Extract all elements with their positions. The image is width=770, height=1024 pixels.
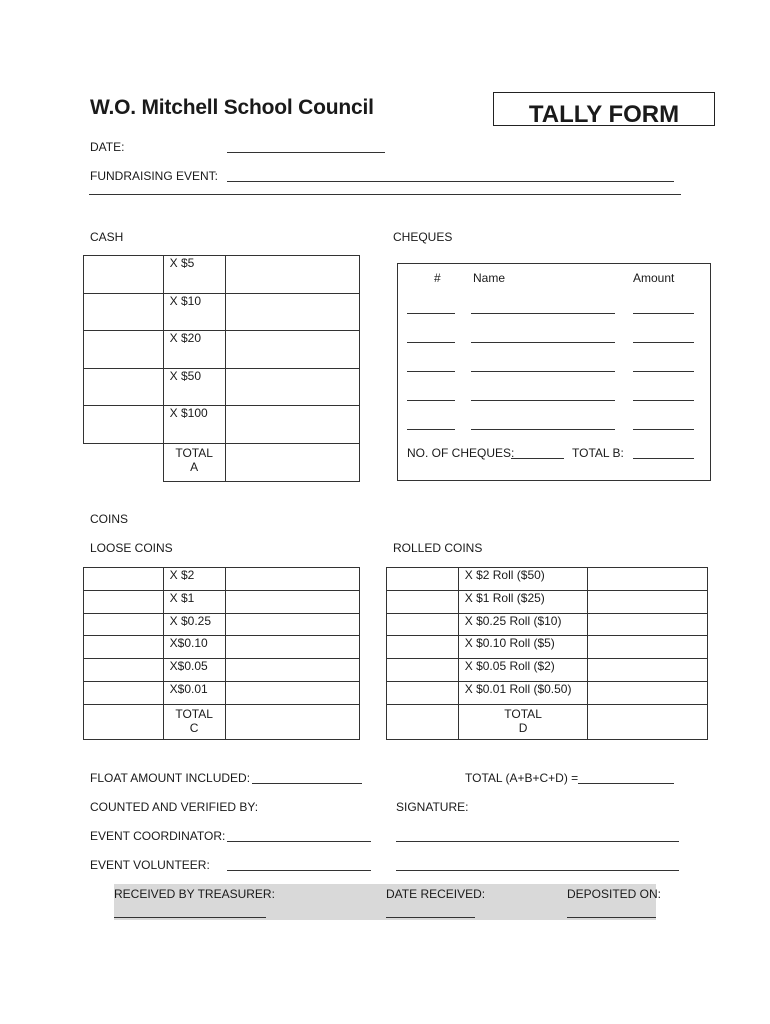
cash-count-cell[interactable] [84,406,164,444]
cheque-name-field[interactable] [471,400,615,401]
cheque-number-field[interactable] [407,371,455,372]
roll-amount-cell[interactable] [588,659,708,682]
empty-cell [84,444,164,482]
cheque-amount-field[interactable] [633,400,694,401]
roll-amount-cell[interactable] [588,636,708,659]
cash-amount-cell[interactable] [225,294,359,331]
coordinator-signature-field[interactable] [396,841,679,842]
form-title: TALLY FORM [528,101,680,126]
coin-count-cell[interactable] [84,591,164,614]
roll-amount-cell[interactable] [588,614,708,636]
cash-total-label: TOTAL A [163,444,225,482]
rolled-total-label: TOTAL D [458,705,588,740]
coin-count-cell[interactable] [84,659,164,682]
table-row [84,294,360,331]
table-row [84,444,360,482]
cheque-amount-header: Amount [633,271,675,285]
cheque-name-field[interactable] [471,313,615,314]
volunteer-signature-field[interactable] [396,870,679,871]
header-divider [89,194,681,195]
rolled-coins-heading: ROLLED COINS [393,541,483,555]
roll-count-cell[interactable] [387,614,459,636]
cheque-name-field[interactable] [471,371,615,372]
school-name: W.O. Mitchell School Council [90,96,374,119]
rolled-total-cell[interactable] [588,705,708,740]
event-label: FUNDRAISING EVENT: [90,169,219,183]
table-row [387,568,708,591]
roll-amount-cell[interactable] [588,682,708,705]
table-row [84,331,360,369]
cheque-amount-field[interactable] [633,429,694,430]
table-row [84,659,360,682]
cheque-amount-field[interactable] [633,313,694,314]
roll-denomination: X $0.10 Roll ($5) [458,636,588,659]
roll-amount-cell[interactable] [588,568,708,591]
coin-amount-cell[interactable] [225,682,359,705]
cheques-heading: CHEQUES [393,230,453,244]
coin-count-cell[interactable] [84,636,164,659]
table-row [387,614,708,636]
cheque-name-header: Name [473,271,506,285]
cash-amount-cell[interactable] [225,331,359,369]
roll-denomination: X $0.01 Roll ($0.50) [458,682,588,705]
roll-count-cell[interactable] [387,659,459,682]
table-row [84,705,360,740]
cash-heading: CASH [90,230,124,244]
cheque-number-header: # [434,271,441,285]
loose-total-label: TOTAL C [163,705,225,740]
deposited-label: DEPOSITED ON: [567,887,662,901]
table-row [387,636,708,659]
coins-heading: COINS [90,512,129,526]
cheque-number-field[interactable] [407,342,455,343]
roll-count-cell[interactable] [387,568,459,591]
coin-denomination: X$0.05 [163,659,225,682]
roll-count-cell[interactable] [387,591,459,614]
coin-denomination: X$0.10 [163,636,225,659]
table-row [84,591,360,614]
cash-count-cell[interactable] [84,369,164,406]
coin-count-cell[interactable] [84,568,164,591]
form-title-box [493,92,715,126]
table-row [84,406,360,444]
table-row [84,682,360,705]
date-label: DATE: [90,140,125,154]
cheque-number-field[interactable] [407,429,455,430]
grand-total-field[interactable] [578,783,674,784]
cash-count-cell[interactable] [84,294,164,331]
float-field[interactable] [252,783,362,784]
cash-count-cell[interactable] [84,256,164,294]
roll-count-cell[interactable] [387,636,459,659]
cheque-amount-field[interactable] [633,371,694,372]
cheque-total-field[interactable] [633,458,694,459]
roll-denomination: X $0.25 Roll ($10) [458,614,588,636]
coin-amount-cell[interactable] [225,568,359,591]
cash-denomination: X $20 [163,331,225,369]
cash-count-cell[interactable] [84,331,164,369]
loose-coins-table [83,567,360,740]
signature-label: SIGNATURE: [396,800,469,814]
coin-count-cell[interactable] [84,682,164,705]
roll-count-cell[interactable] [387,682,459,705]
roll-denomination: X $2 Roll ($50) [458,568,588,591]
table-row [84,636,360,659]
date-field[interactable] [227,152,385,153]
grand-total-label: TOTAL (A+B+C+D) = [465,771,579,785]
cash-amount-cell[interactable] [225,406,359,444]
treasurer-label: RECEIVED BY TREASURER: [114,887,275,901]
cash-denomination: X $10 [163,294,225,331]
table-row [84,614,360,636]
table-row [387,705,708,740]
cheque-number-field[interactable] [407,400,455,401]
loose-coins-heading: LOOSE COINS [90,541,173,555]
coin-count-cell[interactable] [84,705,164,740]
float-label: FLOAT AMOUNT INCLUDED: [90,771,251,785]
cash-denomination: X $5 [163,256,225,294]
coin-amount-cell[interactable] [225,636,359,659]
cash-denomination: X $100 [163,406,225,444]
table-row [387,682,708,705]
cash-amount-cell[interactable] [225,369,359,406]
cash-total-cell[interactable] [225,444,359,482]
date-received-field[interactable] [386,917,475,918]
cheque-number-field[interactable] [407,313,455,314]
cash-denomination: X $50 [163,369,225,406]
cheque-count-field[interactable] [511,458,564,459]
cheque-count-label: NO. OF CHEQUES: [407,446,515,460]
roll-count-cell[interactable] [387,705,459,740]
volunteer-name-field[interactable] [227,870,371,871]
cash-amount-cell[interactable] [225,256,359,294]
volunteer-label: EVENT VOLUNTEER: [90,858,210,872]
cheque-name-field[interactable] [471,429,615,430]
rolled-coins-table [386,567,708,740]
coin-amount-cell[interactable] [225,659,359,682]
table-row [387,591,708,614]
coin-denomination: X $1 [163,591,225,614]
cash-table [83,255,360,482]
treasurer-field[interactable] [114,917,266,918]
coordinator-name-field[interactable] [227,841,371,842]
coin-denomination: X$0.01 [163,682,225,705]
table-row [84,568,360,591]
cheque-amount-field[interactable] [633,342,694,343]
table-row [84,256,360,294]
roll-amount-cell[interactable] [588,591,708,614]
coordinator-label: EVENT COORDINATOR: [90,829,226,843]
loose-total-cell[interactable] [225,705,359,740]
date-received-label: DATE RECEIVED: [386,887,486,901]
coin-amount-cell[interactable] [225,614,359,636]
cheque-name-field[interactable] [471,342,615,343]
coin-denomination: X $0.25 [163,614,225,636]
deposited-field[interactable] [567,917,656,918]
table-row [387,659,708,682]
roll-denomination: X $1 Roll ($25) [458,591,588,614]
roll-denomination: X $0.05 Roll ($2) [458,659,588,682]
event-field[interactable] [227,181,674,182]
table-row [84,369,360,406]
cheque-total-label: TOTAL B: [572,446,624,460]
counted-label: COUNTED AND VERIFIED BY: [90,800,259,814]
coin-count-cell[interactable] [84,614,164,636]
coin-denomination: X $2 [163,568,225,591]
coin-amount-cell[interactable] [225,591,359,614]
